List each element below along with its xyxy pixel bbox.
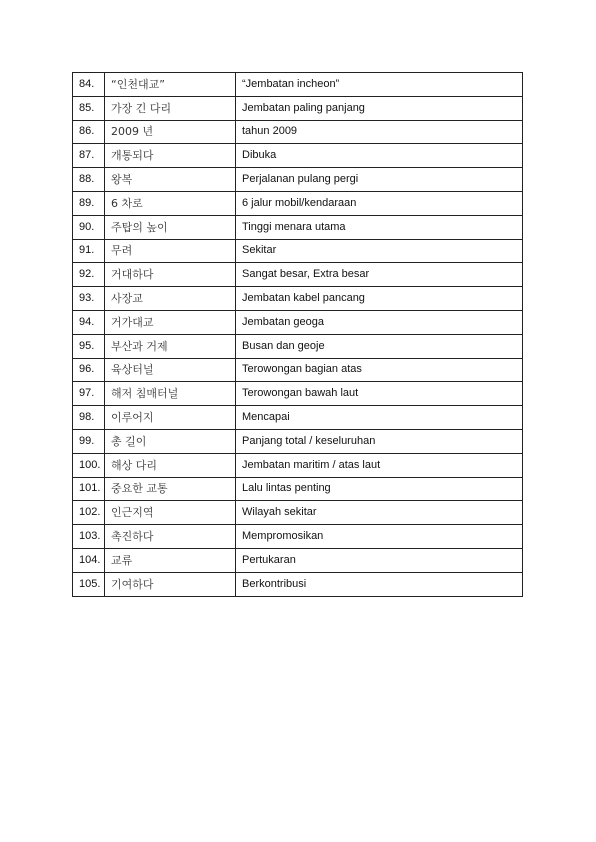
row-number-cell: 104.: [73, 548, 105, 572]
table-row: [73, 310, 523, 334]
row-number-cell: 84.: [73, 73, 105, 97]
korean-term-cell: 해저 침매터널: [105, 382, 236, 406]
vocabulary-table-body: [73, 73, 523, 597]
indonesian-translation-cell: Tinggi menara utama: [236, 215, 523, 239]
table-row: [73, 215, 523, 239]
table-row: [73, 358, 523, 382]
table-row: [73, 334, 523, 358]
indonesian-translation-cell: Sangat besar, Extra besar: [236, 263, 523, 287]
row-number-cell: 105.: [73, 572, 105, 596]
row-number-cell: 87.: [73, 144, 105, 168]
table-row: [73, 239, 523, 263]
korean-term-cell: 사장교: [105, 287, 236, 311]
korean-term-cell: 왕복: [105, 168, 236, 192]
korean-term-cell: 기여하다: [105, 572, 236, 596]
korean-term-cell: 2009 년: [105, 120, 236, 144]
korean-term-cell: 주탑의 높이: [105, 215, 236, 239]
row-number-cell: 101.: [73, 477, 105, 501]
indonesian-translation-cell: Mencapai: [236, 406, 523, 430]
row-number-cell: 94.: [73, 310, 105, 334]
row-number-cell: 103.: [73, 525, 105, 549]
row-number-cell: 85.: [73, 96, 105, 120]
indonesian-translation-cell: Panjang total / keseluruhan: [236, 429, 523, 453]
row-number-cell: 96.: [73, 358, 105, 382]
row-number-cell: 90.: [73, 215, 105, 239]
korean-term-cell: 인근지역: [105, 501, 236, 525]
korean-term-cell: 무려: [105, 239, 236, 263]
table-row: [73, 120, 523, 144]
indonesian-translation-cell: Jembatan kabel pancang: [236, 287, 523, 311]
korean-term-cell: 총 길이: [105, 429, 236, 453]
indonesian-translation-cell: Lalu lintas penting: [236, 477, 523, 501]
table-row: [73, 263, 523, 287]
indonesian-translation-cell: Berkontribusi: [236, 572, 523, 596]
korean-term-cell: 부산과 거제: [105, 334, 236, 358]
korean-term-cell: “인천대교”: [105, 73, 236, 97]
korean-term-cell: 교류: [105, 548, 236, 572]
row-number-cell: 100.: [73, 453, 105, 477]
row-number-cell: 86.: [73, 120, 105, 144]
indonesian-translation-cell: Busan dan geoje: [236, 334, 523, 358]
indonesian-translation-cell: Dibuka: [236, 144, 523, 168]
row-number-cell: 95.: [73, 334, 105, 358]
table-row: [73, 572, 523, 596]
indonesian-translation-cell: Mempromosikan: [236, 525, 523, 549]
indonesian-translation-cell: “Jembatan incheon”: [236, 73, 523, 97]
row-number-cell: 91.: [73, 239, 105, 263]
table-row: [73, 191, 523, 215]
table-row: [73, 168, 523, 192]
row-number-cell: 102.: [73, 501, 105, 525]
row-number-cell: 92.: [73, 263, 105, 287]
table-row: [73, 429, 523, 453]
row-number-cell: 98.: [73, 406, 105, 430]
indonesian-translation-cell: Jembatan paling panjang: [236, 96, 523, 120]
korean-term-cell: 거대하다: [105, 263, 236, 287]
korean-term-cell: 중요한 교통: [105, 477, 236, 501]
row-number-cell: 97.: [73, 382, 105, 406]
table-row: [73, 144, 523, 168]
indonesian-translation-cell: Perjalanan pulang pergi: [236, 168, 523, 192]
table-row: [73, 525, 523, 549]
table-row: [73, 287, 523, 311]
table-row: [73, 406, 523, 430]
korean-term-cell: 해상 다리: [105, 453, 236, 477]
indonesian-translation-cell: Jembatan maritim / atas laut: [236, 453, 523, 477]
indonesian-translation-cell: Pertukaran: [236, 548, 523, 572]
korean-term-cell: 개통되다: [105, 144, 236, 168]
korean-term-cell: 육상터널: [105, 358, 236, 382]
korean-term-cell: 이루어지: [105, 406, 236, 430]
indonesian-translation-cell: Sekitar: [236, 239, 523, 263]
table-row: [73, 73, 523, 97]
indonesian-translation-cell: Terowongan bawah laut: [236, 382, 523, 406]
indonesian-translation-cell: tahun 2009: [236, 120, 523, 144]
table-row: [73, 453, 523, 477]
indonesian-translation-cell: 6 jalur mobil/kendaraan: [236, 191, 523, 215]
table-row: [73, 477, 523, 501]
row-number-cell: 88.: [73, 168, 105, 192]
table-row: [73, 382, 523, 406]
korean-term-cell: 가장 긴 다리: [105, 96, 236, 120]
indonesian-translation-cell: Jembatan geoga: [236, 310, 523, 334]
indonesian-translation-cell: Terowongan bagian atas: [236, 358, 523, 382]
row-number-cell: 93.: [73, 287, 105, 311]
table-row: [73, 548, 523, 572]
vocabulary-table: [72, 72, 523, 597]
korean-term-cell: 촉진하다: [105, 525, 236, 549]
table-row: [73, 96, 523, 120]
row-number-cell: 99.: [73, 429, 105, 453]
row-number-cell: 89.: [73, 191, 105, 215]
korean-term-cell: 6 차로: [105, 191, 236, 215]
indonesian-translation-cell: Wilayah sekitar: [236, 501, 523, 525]
korean-term-cell: 거가대교: [105, 310, 236, 334]
table-row: [73, 501, 523, 525]
